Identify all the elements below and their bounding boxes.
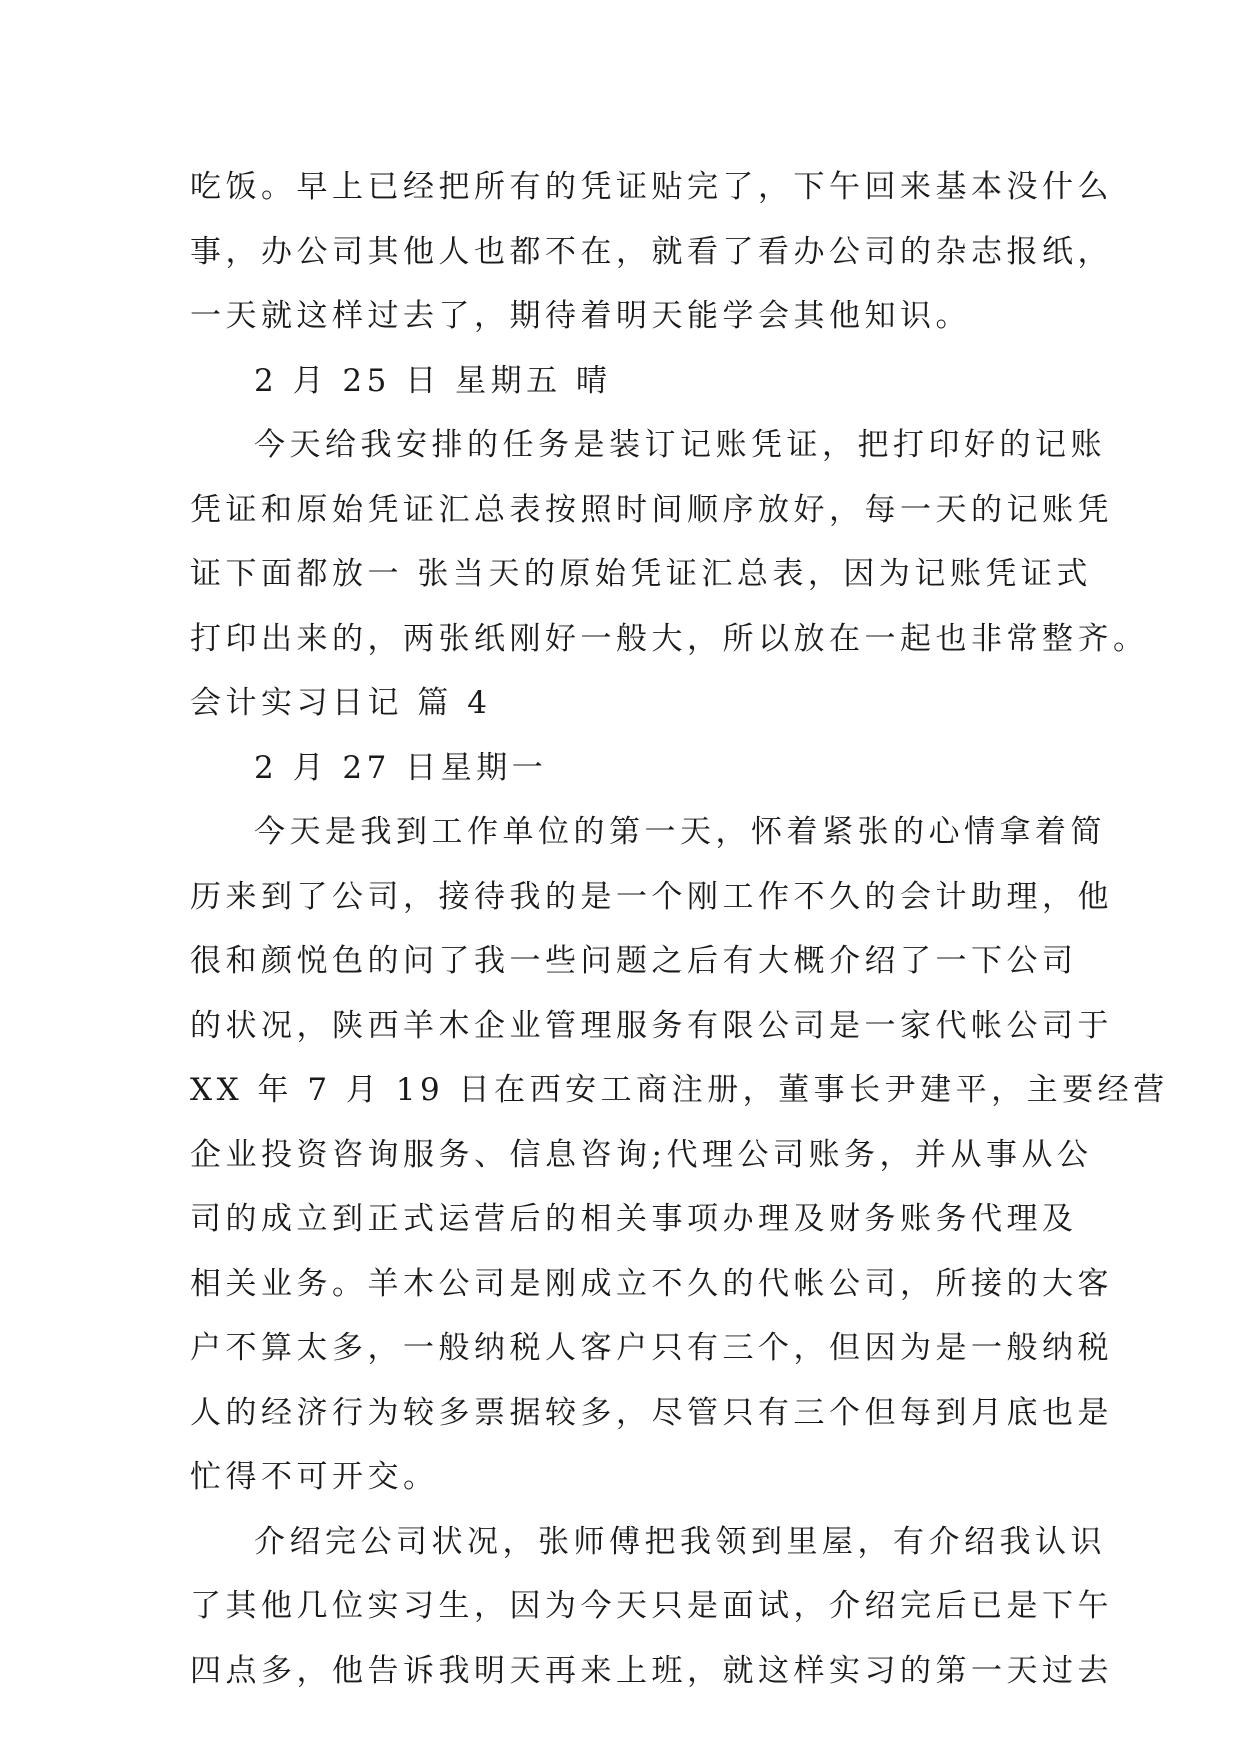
text-line: 企业投资咨询服务、信息咨询;代理公司账务，并从事从公 [190, 1136, 1093, 1173]
text-line: 事，办公司其他人也都不在，就看了看办公司的杂志报纸， [190, 233, 1113, 270]
text-line: 凭证和原始凭证汇总表按照时间顺序放好，每一天的记账凭 [190, 491, 1113, 528]
text-line: 很和颜悦色的问了我一些问题之后有大概介绍了一下公司 [190, 943, 1078, 979]
text-line: 户不算太多，一般纳税人客户只有三个，但因为是一般纳税 [190, 1330, 1113, 1366]
text-line: 四点多，他告诉我明天再来上班，就这样实习的第一天过去 [190, 1652, 1113, 1689]
text-line: XX 年 7 月 19 日在西安工商注册，董事长尹建平，主要经营 [190, 1072, 1169, 1108]
text-line: 证下面都放一 张当天的原始凭证汇总表，因为记账凭证式 [190, 556, 1092, 592]
diary-date-heading: 2 月 27 日星期一 [254, 749, 548, 786]
section-title: 会计实习日记 篇 4 [190, 685, 492, 721]
text-line: 历来到了公司，接待我的是一个刚工作不久的会计助理，他 [190, 878, 1113, 915]
text-line: 吃饭。早上已经把所有的凭证贴完了，下午回来基本没什么 [190, 169, 1113, 205]
diary-date-heading: 2 月 25 日 星期五 晴 [254, 362, 612, 399]
text-line: 一天就这样过去了，期待着明天能学会其他知识。 [190, 298, 971, 334]
text-line: 今天是我到工作单位的第一天，怀着紧张的心情拿着简 [254, 814, 1106, 850]
text-line: 的状况，陕西羊木企业管理服务有限公司是一家代帐公司于 [190, 1007, 1113, 1044]
text-line: 人的经济行为较多票据较多，尽管只有三个但每到月底也是 [190, 1394, 1113, 1431]
text-line: 忙得不可开交。 [190, 1459, 439, 1495]
text-line: 司的成立到正式运营后的相关事项办理及财务账务代理及 [190, 1201, 1078, 1237]
document-body [190, 155, 1169, 1703]
text-line: 今天给我安排的任务是装订记账凭证，把打印好的记账 [254, 427, 1106, 463]
text-line: 了其他几位实习生，因为今天只是面试，介绍完后已是下午 [190, 1588, 1113, 1624]
text-line: 打印出来的，两张纸刚好一般大，所以放在一起也非常整齐。 [190, 620, 1149, 657]
text-line: 介绍完公司状况，张师傅把我领到里屋，有介绍我认识 [254, 1523, 1106, 1560]
text-line: 相关业务。羊木公司是刚成立不久的代帐公司，所接的大客 [190, 1265, 1113, 1302]
